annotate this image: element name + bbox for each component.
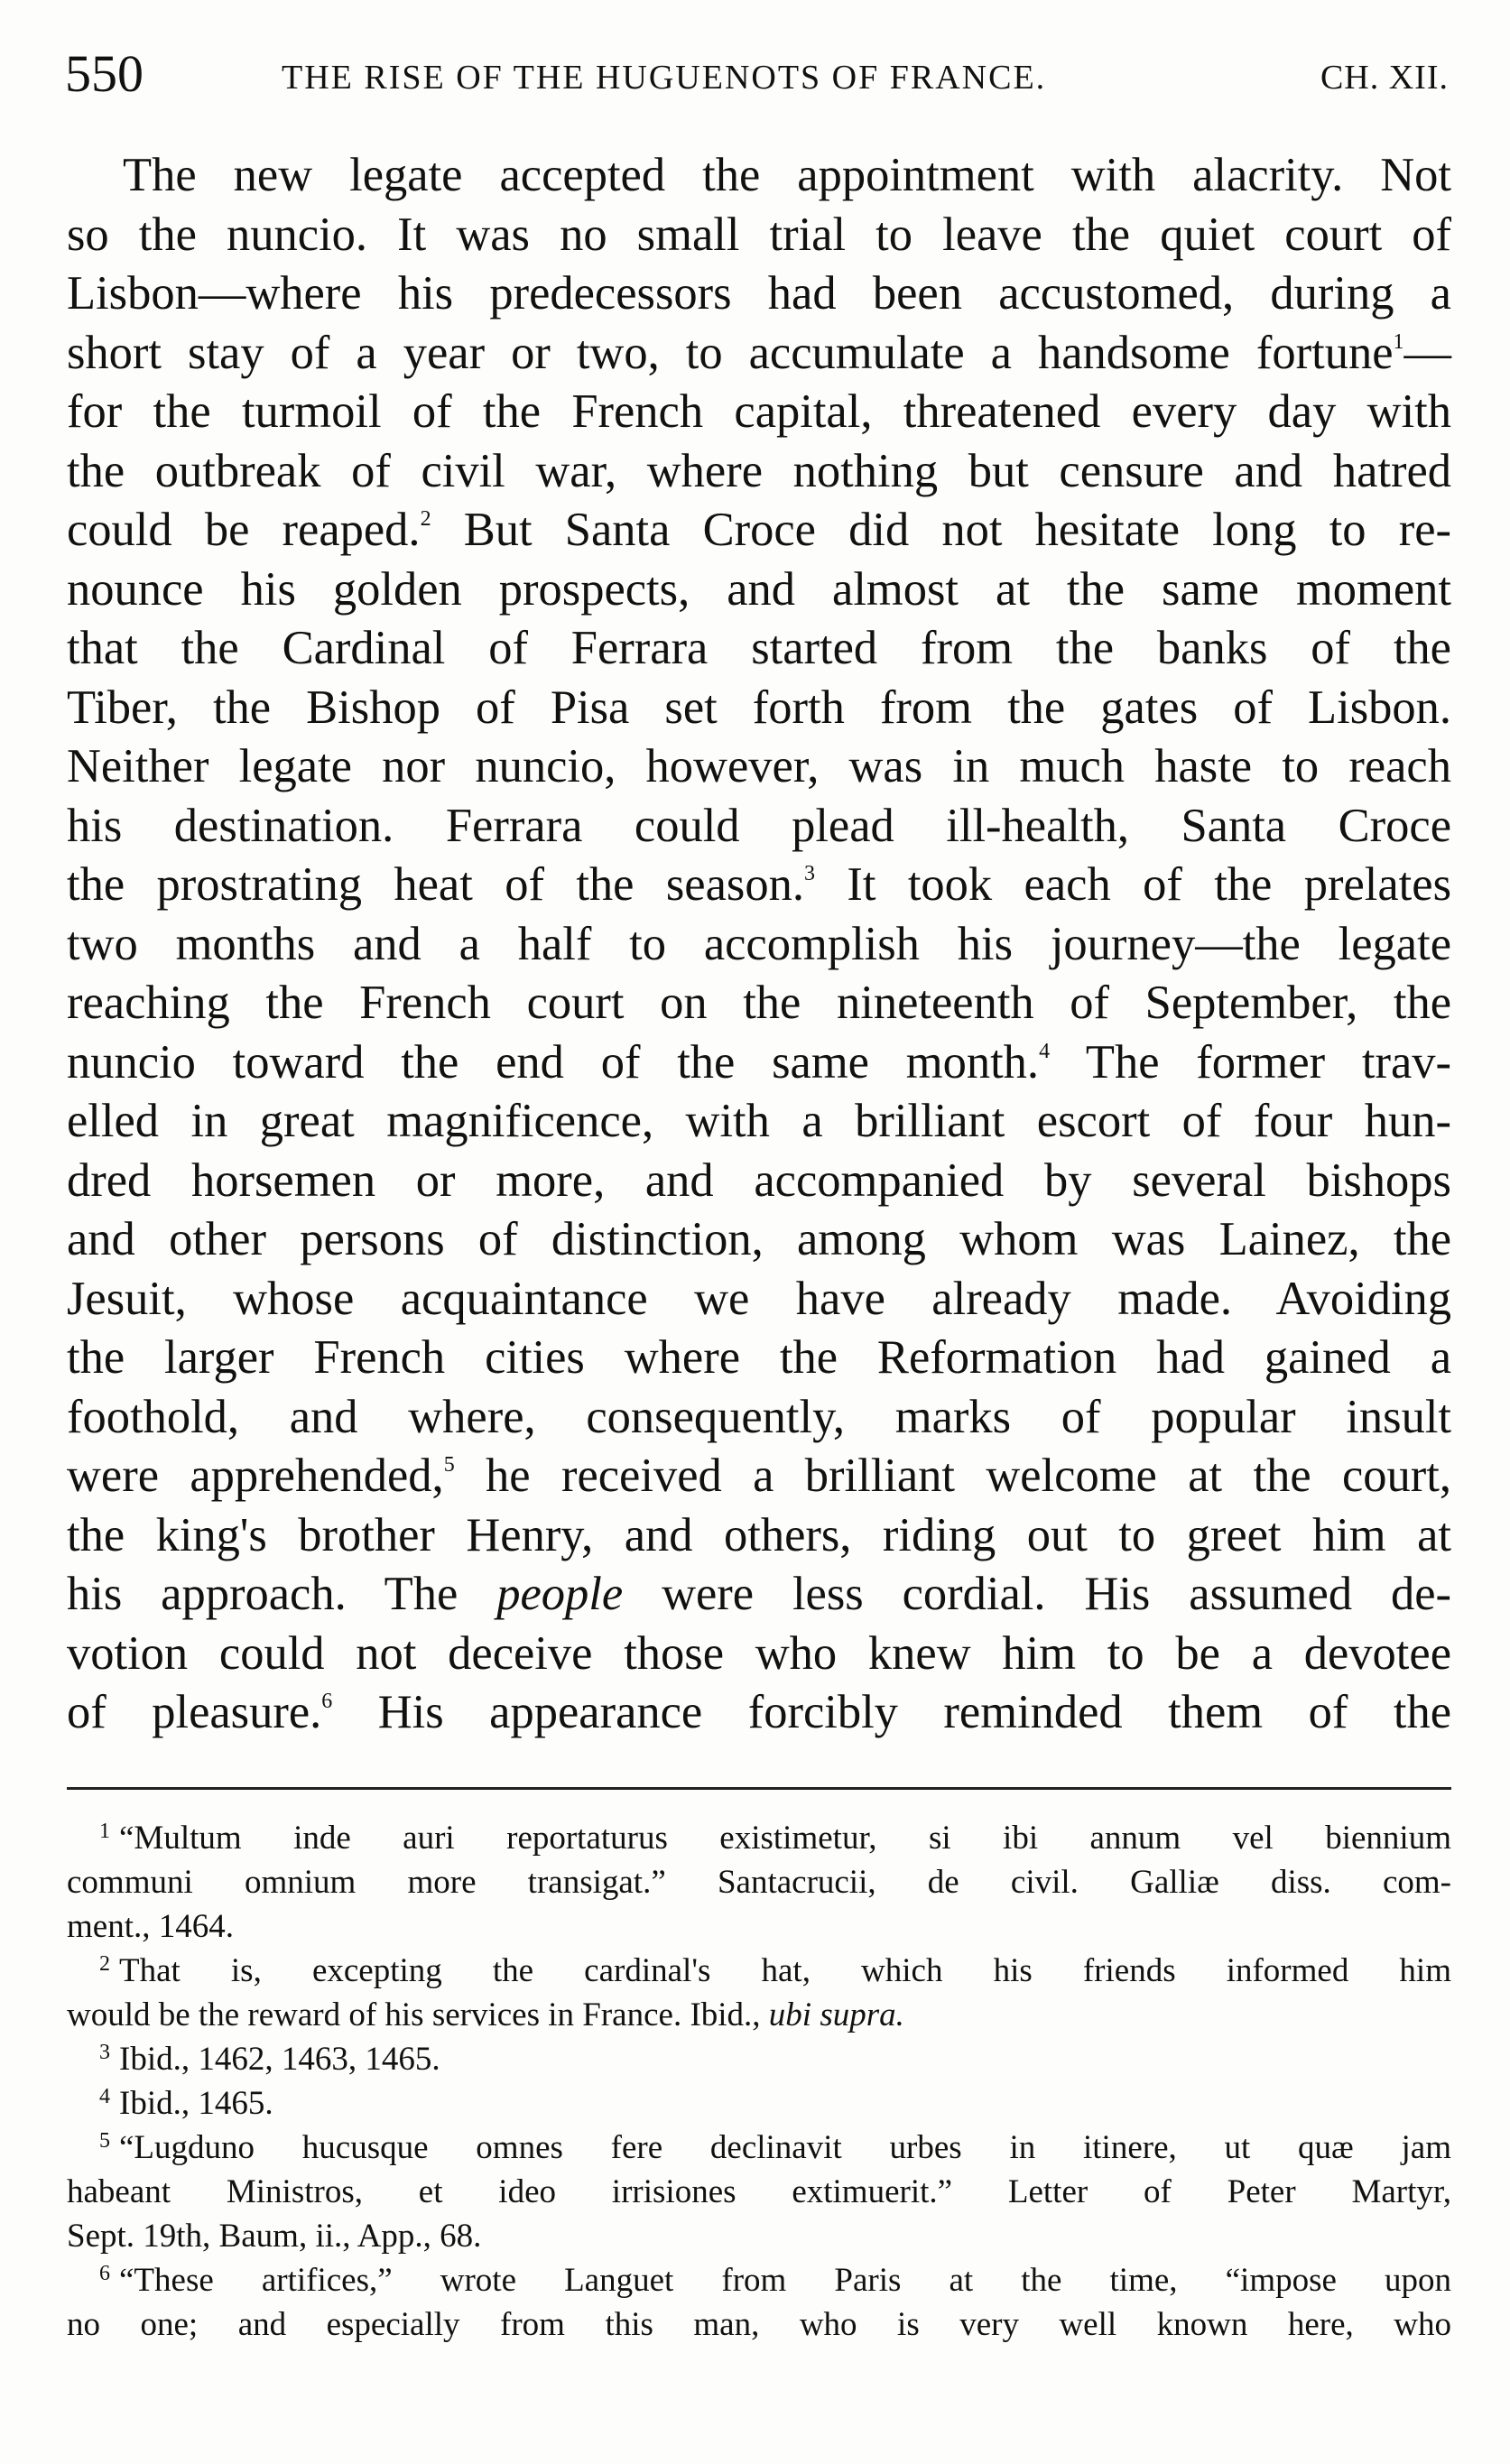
text-segment: The former trav-: [1050, 1035, 1451, 1088]
footnote-line: no one; and especially from this man, who is very well known here, who: [67, 2306, 1451, 2343]
italic-phrase: ubi supra.: [768, 1996, 904, 2033]
footnote-ref-5: 5: [443, 1453, 455, 1477]
chapter-label: CH. XII.: [1320, 59, 1449, 97]
footnote-divider: [67, 1787, 1451, 1790]
footnote-1: [67, 1816, 1451, 1860]
footnote-text: Ibid., 1462, 1463, 1465.: [119, 2041, 440, 2078]
text-segment: nuncio toward the end of the same month.: [67, 1035, 1040, 1088]
footnote-ref-3: 3: [803, 862, 815, 885]
text-line: his destination. Ferrara could plead ill-health, Santa Croce: [67, 799, 1451, 852]
text-line: the king's brother Henry, and others, riding out to greet him at: [67, 1508, 1451, 1561]
footnote-6: [67, 2258, 1451, 2302]
footnote-number: 2: [99, 1952, 110, 1976]
footnote-number: 4: [99, 2085, 110, 2108]
text-segment: his approach. The: [67, 1568, 459, 1620]
text-line: so the nuncio. It was no small trial to leave the quiet court of: [67, 208, 1451, 261]
text-segment: But Santa Croce did not hesitate long to re-: [431, 504, 1451, 556]
footnote-text: “Multum inde auri reportaturus existimetur, si ibi annum vel biennium: [119, 1820, 1451, 1857]
footnote-text: “Lugduno hucusque omnes fere declinavit urbes in itinere, ut quæ jam: [119, 2129, 1451, 2166]
footnote-line: habeant Ministros, et ideo irrisiones extimuerit.” Letter of Peter Martyr,: [67, 2173, 1451, 2210]
text-segment: of pleasure.: [67, 1686, 322, 1738]
running-head: [65, 43, 1449, 107]
footnote-line: Sept. 19th, Baum, ii., App., 68.: [67, 2218, 482, 2255]
text-line: [67, 1033, 1451, 1093]
text-line: Lisbon—where his predecessors had been accustomed, during a: [67, 267, 1451, 320]
text-segment: were apprehended,: [67, 1450, 444, 1502]
text-line: Jesuit, whose acquaintance we have already made. Avoiding: [67, 1272, 1451, 1325]
footnote-text: would be the reward of his services in France. Ibid.,: [67, 1996, 761, 2033]
text-line: elled in great magnificence, with a brilliant escort of four hun-: [67, 1095, 1451, 1147]
text-segment: short stay of a year or two, to accumulate a handsome fortune: [67, 326, 1394, 379]
footnote-5: [67, 2126, 1451, 2170]
text-line: foothold, and where, consequently, marks of popular insult: [67, 1390, 1451, 1443]
text-line: that the Cardinal of Ferrara started from the banks of the: [67, 622, 1451, 674]
footnote-line: [67, 1993, 1451, 2037]
text-line: dred horsemen or more, and accompanied by several bishops: [67, 1153, 1451, 1207]
footnote-ref-1: 1: [1393, 329, 1404, 354]
text-line: and other persons of distinction, among whom was Lainez, the: [67, 1213, 1451, 1265]
footnote-number: 1: [99, 1820, 110, 1843]
text-line: the larger French cities where the Reformation had gained a: [67, 1331, 1451, 1384]
text-line: [67, 501, 1451, 560]
text-line: [67, 1565, 1451, 1625]
text-line: reaching the French court on the nineteenth of September, the: [67, 977, 1451, 1029]
footnote-line: ment., 1464.: [67, 1908, 234, 1945]
footnote-ref-2: 2: [420, 507, 431, 531]
text-line: [67, 856, 1451, 915]
footnote-4: [67, 2081, 1451, 2126]
footnote-text: Ibid., 1465.: [119, 2085, 273, 2122]
running-title: THE RISE OF THE HUGUENOTS OF FRANCE.: [282, 59, 1047, 97]
text-segment: the prostrating heat of the season.: [67, 858, 804, 911]
footnote-text: “These artifices,” wrote Languet from Paris at the time, “impose upon: [119, 2262, 1451, 2299]
text-line: [67, 1683, 1451, 1743]
text-segment: he received a brilliant welcome at the court,: [454, 1450, 1451, 1502]
text-line: two months and a half to accomplish his journey—the legate: [67, 917, 1451, 970]
text-line: Neither legate nor nuncio, however, was in much haste to reach: [67, 740, 1451, 792]
footnote-ref-6: 6: [321, 1690, 333, 1713]
text-segment: —: [1403, 326, 1451, 379]
footnote-ref-4: 4: [1039, 1039, 1051, 1063]
footnote-text: That is, excepting the cardinal's hat, which his friends informed him: [119, 1952, 1451, 1989]
footnotes: [67, 1816, 1451, 2347]
footnote-line: communi omnium more transigat.” Santacrucii, de civil. Galliæ diss. com-: [67, 1864, 1451, 1901]
footnote-3: [67, 2037, 1451, 2081]
footnote-number: 3: [99, 2041, 110, 2064]
text-segment: could be reaped.: [67, 504, 421, 556]
text-line: Tiber, the Bishop of Pisa set forth from the gates of Lisbon.: [67, 681, 1451, 734]
footnote-number: 5: [99, 2129, 110, 2153]
text-line: [67, 1447, 1451, 1506]
body-paragraph: [67, 146, 1451, 1743]
text-line: for the turmoil of the French capital, threatened every day with: [67, 385, 1451, 438]
footnote-2: [67, 1949, 1451, 1993]
text-segment: His appearance forcibly reminded them of the: [332, 1686, 1451, 1738]
footnote-number: 6: [99, 2262, 110, 2285]
text-segment: were less cordial. His assumed de-: [623, 1568, 1452, 1620]
text-line: votion could not deceive those who knew him to be a devotee: [67, 1626, 1451, 1680]
italic-word: people: [496, 1568, 624, 1620]
text-line: nounce his golden prospects, and almost at the same moment: [67, 562, 1451, 616]
text-line: The new legate accepted the appointment with alacrity. Not: [123, 149, 1451, 201]
text-line: the outbreak of civil war, where nothing but censure and hatred: [67, 444, 1451, 497]
page-number: 550: [65, 44, 144, 103]
text-line: [67, 324, 1451, 384]
text-segment: It took each of the prelates: [814, 858, 1451, 911]
